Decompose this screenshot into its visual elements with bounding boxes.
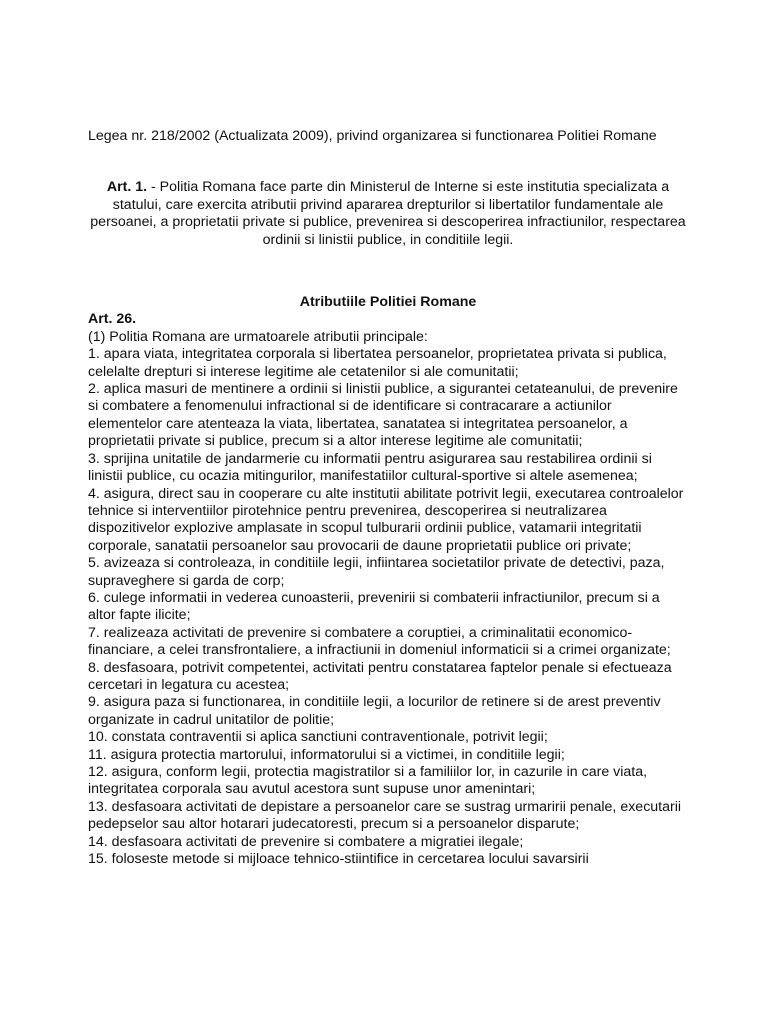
list-item: 5. avizeaza si controleaza, in conditiile legii, infiintarea societatilor private de detectivi, paza, supraveghere si garda de corp;: [88, 555, 665, 589]
list-item: 13. desfasoara activitati de depistare a persoanelor care se sustrag urmaririi penale, executarii pedepselor sau altor hotarari judecatoresti, precum si a persoanelor disparute;: [88, 798, 682, 833]
article-1: [88, 179, 688, 249]
list-item: 12. asigura, conform legii, protectia magistratilor si a familiilor lor, in cazurile in care viata, integritatea corporala sau avutul acestora sunt supuse unor amenintari;: [88, 764, 648, 798]
list-item: 1. apara viata, integritatea corporala si libertatea persoanelor, proprietatea privata si publica, celelalte drepturi si interese legitime ale cetatenilor si ale comunitatii;: [88, 346, 667, 380]
list-item: 15. foloseste metode si mijloace tehnico-stiintifice in cercetarea locului savarsirii: [88, 851, 589, 868]
article-1-label: Art. 1.: [106, 179, 148, 196]
article-26-intro: (1) Politia Romana are urmatoarele atributii principale:: [88, 328, 428, 345]
article-26-label: Art. 26.: [88, 311, 137, 328]
list-item: 7. realizeaza activitati de prevenire si combatere a coruptiei, a criminalitatii economico-financiare, a celei transfrontaliere, a infractiunii in domeniul informaticii si a crimei organizate;: [88, 624, 671, 659]
list-item: 9. asigura paza si functionarea, in conditiile legii, a locurilor de retinere si de arest preventiv organizate in cadrul unitatilor de politie;: [88, 694, 661, 728]
list-item: 10. constata contraventii si aplica sanctiuni contraventionale, potrivit legii;: [88, 729, 548, 746]
section-heading: Atributiile Politiei Romane: [299, 294, 477, 311]
article-1-text: - Politia Romana face parte din Ministerul de Interne si este institutia specializata a statului, care exercita atributii privind apararea drepturilor si libertatilor fundamentale ale persoanei, a proprietatii private si publice, prevenirea si descoperirea infractiunilor, respectarea ordinii si linistii publice, in conditiile legii.: [90, 179, 686, 248]
list-item: 11. asigura protectia martorului, informatorului si a victimei, in conditiile legii;: [88, 746, 565, 763]
article-26-items: [88, 346, 688, 868]
list-item: 8. desfasoara, potrivit competentei, activitati pentru constatarea faptelor penale si efectueaza cercetari in legatura cu acestea;: [88, 659, 672, 693]
document-title: Legea nr. 218/2002 (Actualizata 2009), privind organizarea si functionarea Politiei Romane: [88, 128, 657, 144]
list-item: 14. desfasoara activitati de prevenire si combatere a migratiei ilegale;: [88, 833, 524, 850]
document-page: [88, 128, 688, 868]
list-item: 3. sprijina unitatile de jandarmerie cu informatii pentru asigurarea sau restabilirea ordinii si linistii publice, cu ocazia mitingurilor, manifestatiilor cultural-sportive si altele asemenea;: [88, 450, 652, 485]
list-item: 6. culege informatii in vederea cunoasterii, prevenirii si combaterii infractiunilor, precum si a altor fapte ilicite;: [88, 589, 660, 624]
list-item: 4. asigura, direct sau in cooperare cu alte institutii abilitate potrivit legii, executarea controalelor tehnice si interventiilor pirotehnice pentru prevenirea, descoperirea si neutralizarea dispozitivelor explozive amplasate in scopul tulburarii ordinii publice, vatamarii integritatii corporale, sanatatii persoanelor sau provocarii de daune proprietatii publice ori private;: [88, 485, 684, 554]
list-item: 2. aplica masuri de mentinere a ordinii si linistii publice, a sigurantei cetateanului, de prevenire si combatere a fenomenului infractional si de identificare si contracarare a actiunilor elementelor care atenteaza la viata, libertatea, sanatatea si integritatea persoanelor, a proprietatii private si publice, precum si a altor interese legitime ale comunitatii;: [88, 381, 678, 450]
